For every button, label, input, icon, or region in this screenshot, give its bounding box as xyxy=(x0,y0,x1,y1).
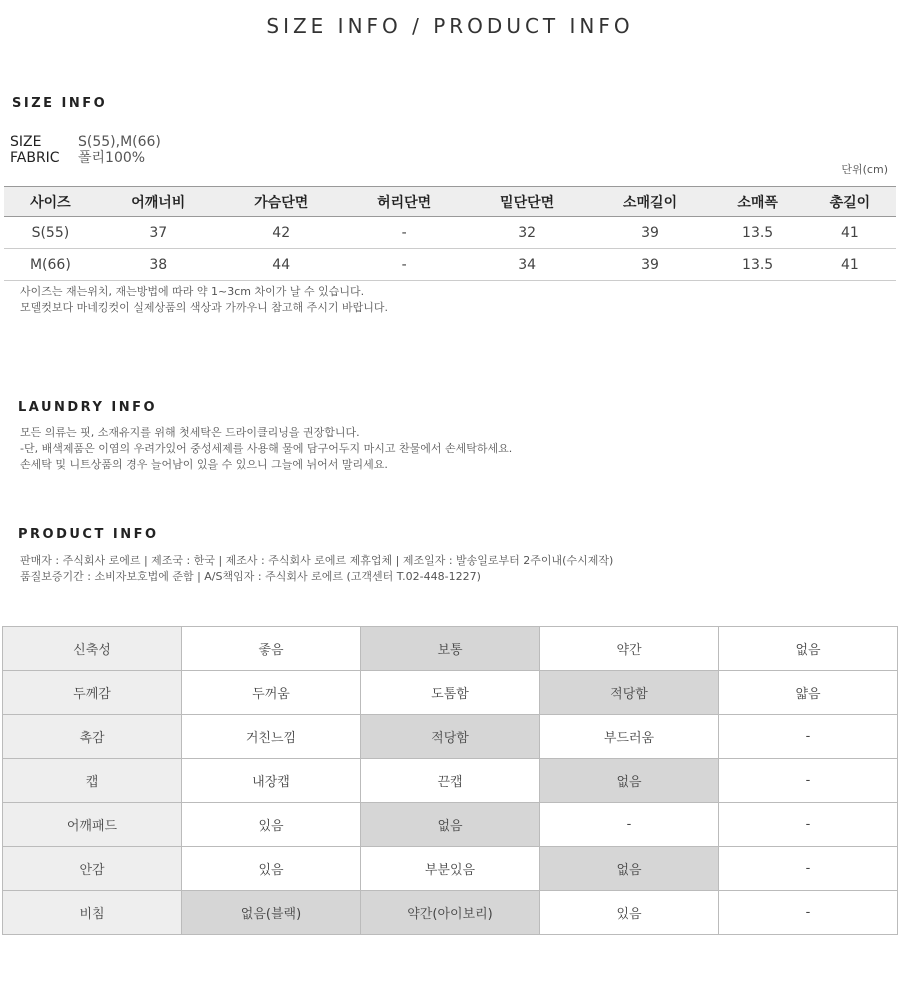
fabric-row-label: 두께감 xyxy=(3,671,182,715)
fabric-row xyxy=(3,759,898,803)
fabric-row-label: 신축성 xyxy=(3,627,182,671)
size-table xyxy=(4,186,896,281)
note-line: -단, 배색제품은 이염의 우려가있어 중성세제를 사용해 물에 담구어두지 마시고 찬물에서 손세탁하세요. xyxy=(20,442,513,455)
fabric-option: 좋음 xyxy=(182,627,361,671)
page-title: SIZE INFO / PRODUCT INFO xyxy=(266,14,634,38)
fabric-option: 거친느낌 xyxy=(182,715,361,759)
table-cell: 38 xyxy=(97,249,220,281)
fabric-option: - xyxy=(719,847,898,891)
fabric-row-label: 캡 xyxy=(3,759,182,803)
laundry-info-heading: LAUNDRY INFO xyxy=(18,400,158,415)
product-info-heading: PRODUCT INFO xyxy=(18,527,159,542)
fabric-option: 부분있음 xyxy=(361,847,540,891)
note-line: 손세탁 및 니트상품의 경우 늘어남이 있을 수 있으니 그늘에 뉘어서 말리세요. xyxy=(20,458,388,471)
fabric-option: 끈캡 xyxy=(361,759,540,803)
fabric-option: - xyxy=(719,759,898,803)
size-value: S(55),M(66) xyxy=(78,134,161,150)
fabric-row xyxy=(3,891,898,935)
fabric-option: - xyxy=(719,715,898,759)
table-cell: 44 xyxy=(220,249,343,281)
table-cell: 37 xyxy=(97,217,220,249)
size-notes xyxy=(20,284,388,316)
fabric-option: 적당함 xyxy=(540,671,719,715)
fabric-option: 보통 xyxy=(361,627,540,671)
size-spec xyxy=(10,134,161,151)
fabric-option: 있음 xyxy=(540,891,719,935)
size-key: SIZE xyxy=(10,134,42,150)
fabric-option: 약간 xyxy=(540,627,719,671)
col-header: 어깨너비 xyxy=(97,187,220,217)
fabric-value: 폴리100% xyxy=(78,150,146,166)
fabric-row-label: 안감 xyxy=(3,847,182,891)
fabric-option: - xyxy=(719,803,898,847)
fabric-row xyxy=(3,627,898,671)
fabric-row-label: 어깨패드 xyxy=(3,803,182,847)
col-header: 총길이 xyxy=(804,187,896,217)
fabric-row xyxy=(3,715,898,759)
fabric-row-label: 비침 xyxy=(3,891,182,935)
fabric-option: - xyxy=(540,803,719,847)
size-info-heading: SIZE INFO xyxy=(12,96,108,111)
fabric-option: 도톰함 xyxy=(361,671,540,715)
note-line: 모든 의류는 핏, 소재유지를 위해 첫세탁은 드라이클리닝을 권장합니다. xyxy=(20,426,360,439)
col-header: 소매길이 xyxy=(589,187,712,217)
laundry-notes xyxy=(20,425,512,473)
fabric-row xyxy=(3,671,898,715)
table-cell: 32 xyxy=(466,217,589,249)
fabric-option: 내장캡 xyxy=(182,759,361,803)
table-row xyxy=(4,249,896,281)
fabric-option: 얇음 xyxy=(719,671,898,715)
fabric-option: 적당함 xyxy=(361,715,540,759)
product-notes xyxy=(20,553,613,585)
table-cell: 39 xyxy=(589,249,712,281)
table-cell: S(55) xyxy=(4,217,97,249)
col-header: 사이즈 xyxy=(4,187,97,217)
fabric-spec xyxy=(10,150,145,167)
fabric-row-label: 촉감 xyxy=(3,715,182,759)
fabric-row xyxy=(3,847,898,891)
fabric-option: 없음 xyxy=(540,847,719,891)
table-cell: 13.5 xyxy=(712,217,804,249)
note-line: 모델컷보다 마네킹컷이 실제상품의 색상과 가까우니 참고해 주시기 바랍니다. xyxy=(20,301,389,314)
col-header: 밑단단면 xyxy=(466,187,589,217)
fabric-option: 없음(블랙) xyxy=(182,891,361,935)
fabric-property-table xyxy=(2,626,898,935)
fabric-option: 없음 xyxy=(719,627,898,671)
fabric-option: 없음 xyxy=(540,759,719,803)
fabric-key: FABRIC xyxy=(10,150,60,166)
note-line: 판매자 : 주식회사 로에르 | 제조국 : 한국 | 제조사 : 주식회사 로에르 제휴업체 | 제조일자 : 발송일로부터 2주이내(수시제작) xyxy=(20,554,614,567)
table-cell: M(66) xyxy=(4,249,97,281)
fabric-option: 부드러움 xyxy=(540,715,719,759)
table-cell: 41 xyxy=(804,217,896,249)
note-line: 품질보증기간 : 소비자보호법에 준함 | A/S책임자 : 주식회사 로에르 (고객센터 T.02-448-1227) xyxy=(20,570,481,583)
fabric-option: 두꺼움 xyxy=(182,671,361,715)
fabric-row xyxy=(3,803,898,847)
fabric-option: 없음 xyxy=(361,803,540,847)
fabric-option: 있음 xyxy=(182,803,361,847)
note-line: 사이즈는 재는위치, 재는방법에 따라 약 1~3cm 차이가 날 수 있습니다. xyxy=(20,285,365,298)
table-cell: 13.5 xyxy=(712,249,804,281)
table-cell: 41 xyxy=(804,249,896,281)
table-cell: 34 xyxy=(466,249,589,281)
fabric-option: - xyxy=(719,891,898,935)
table-cell: - xyxy=(343,249,466,281)
size-table-header xyxy=(4,187,896,217)
fabric-option: 있음 xyxy=(182,847,361,891)
table-cell: - xyxy=(343,217,466,249)
col-header: 소매폭 xyxy=(712,187,804,217)
table-cell: 42 xyxy=(220,217,343,249)
table-row xyxy=(4,217,896,249)
table-cell: 39 xyxy=(589,217,712,249)
col-header: 가슴단면 xyxy=(220,187,343,217)
fabric-option: 약간(아이보리) xyxy=(361,891,540,935)
unit-label: 단위(cm) xyxy=(841,163,888,176)
col-header: 허리단면 xyxy=(343,187,466,217)
